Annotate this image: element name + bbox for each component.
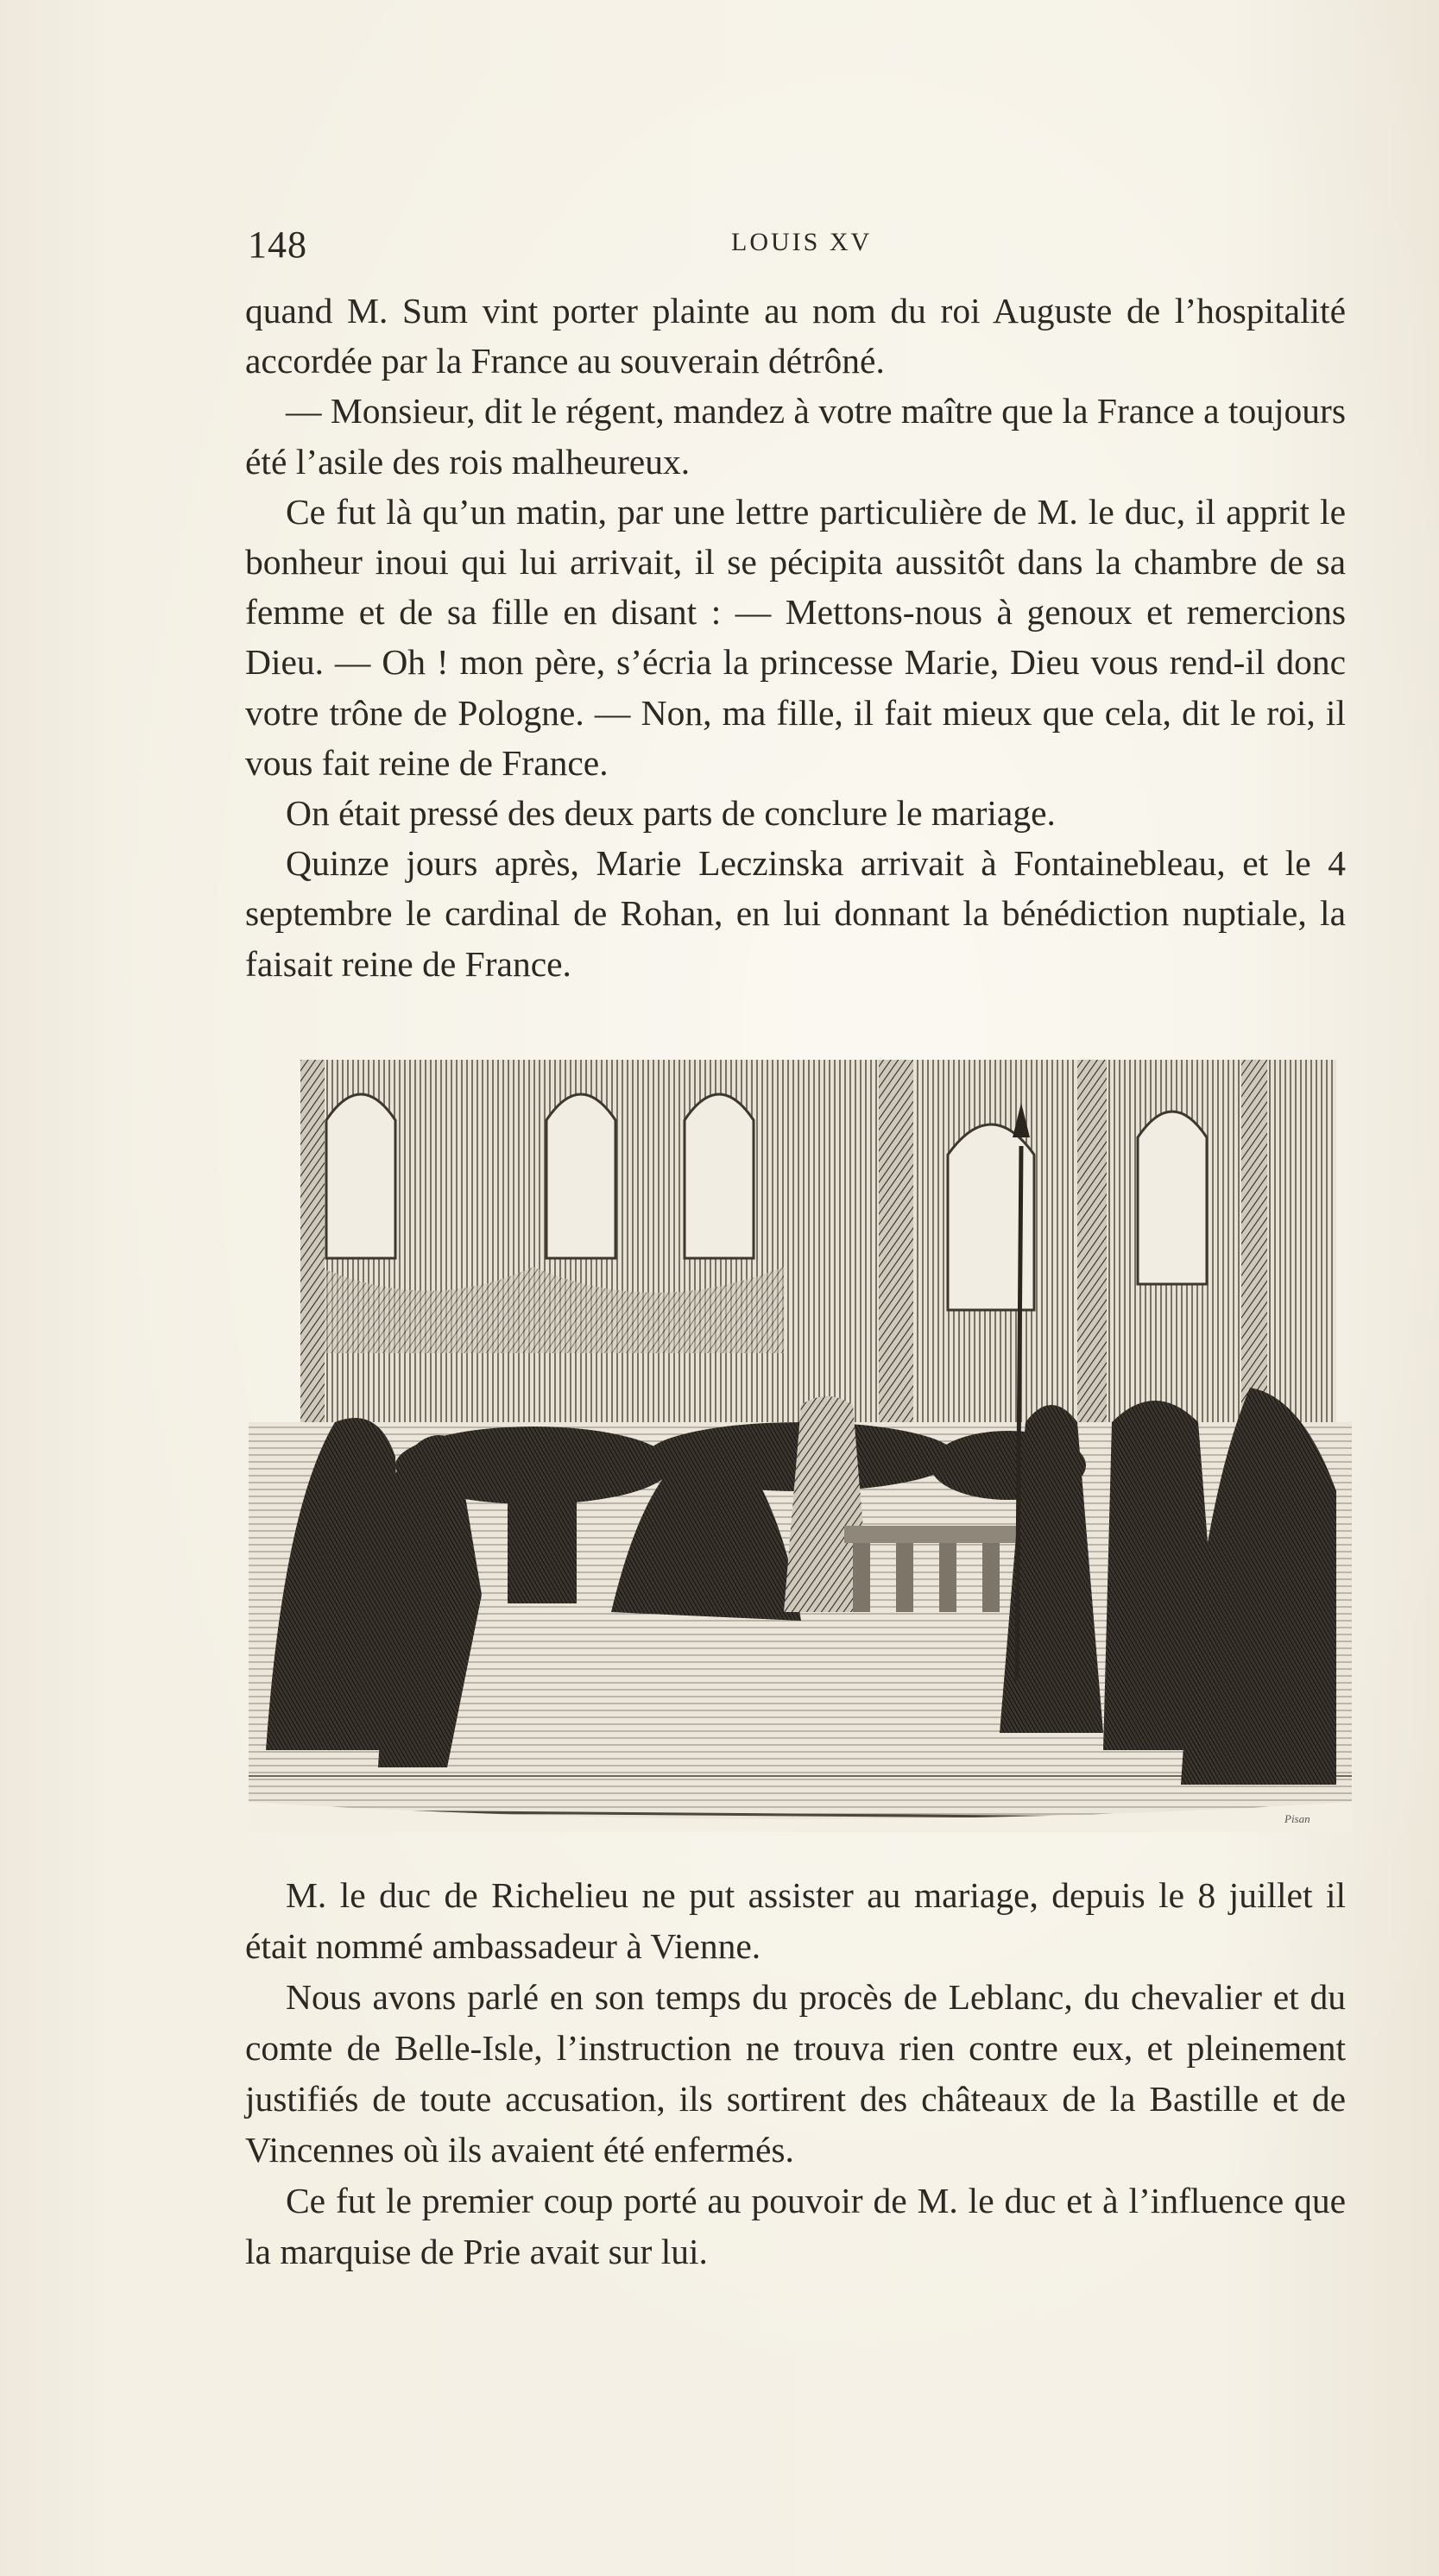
- paragraph: — Monsieur, dit le régent, mandez à votre maître que la France a toujours été l’asile des rois malheureux.: [245, 391, 1346, 482]
- paragraph: Quinze jours après, Marie Leczinska arrivait à Fontainebleau, et le 4 septembre le cardinal de Rohan, en lui donnant la bénédiction nuptiale, la faisait reine de France.: [245, 843, 1346, 984]
- running-title: LOUIS XV: [731, 228, 873, 256]
- right-courtiers: [1000, 1388, 1336, 1785]
- page-header: [248, 223, 1353, 266]
- paragraph: quand M. Sum vint porter plainte au nom du roi Auguste de l’hospitalité accordée par la France au souverain détrôné.: [245, 291, 1346, 381]
- paragraph: Nous avons parlé en son temps du procès de Leblanc, du chevalier et du comte de Belle-Isle, l’instruction ne trouva rien contre eux, et pleinement justifiés de toute accusation, ils sortirent des châteaux de la Bastille et de Vincennes où ils avaient été enfermés.: [245, 1977, 1346, 2170]
- paragraph: Ce fut là qu’un matin, par une lettre particulière de M. le duc, il apprit le bonheur inoui qui lui arrivait, il se pécipita aussitôt dans la chambre de sa femme et de sa fille en disant : — Mettons-nous à genoux et remercions Dieu. — Oh ! mon père, s’écria la princesse Marie, Dieu vous rend-il donc votre trône de Pologne. — Non, ma fille, il fait mieux que cela, dit le roi, il vous fait reine de France.: [245, 491, 1346, 783]
- engraving-drawing: [249, 1060, 1352, 1832]
- paragraph: Ce fut le premier coup porté au pouvoir de M. le duc et à l’influence que la marquise de Prie avait sur lui.: [245, 2181, 1346, 2271]
- bottom-text-block: [245, 1870, 1346, 2277]
- page-number: 148: [248, 224, 307, 266]
- engraver-signature: Pisan: [1284, 1812, 1310, 1825]
- wedding-engraving: [249, 1060, 1352, 1832]
- throne-chair: [508, 1465, 577, 1603]
- paragraph: M. le duc de Richelieu ne put assister au mariage, depuis le 8 juillet il était nommé ambassadeur à Vienne.: [245, 1875, 1346, 1966]
- paragraph: On était pressé des deux parts de conclure le mariage.: [286, 793, 1056, 834]
- top-text-block: [245, 286, 1346, 989]
